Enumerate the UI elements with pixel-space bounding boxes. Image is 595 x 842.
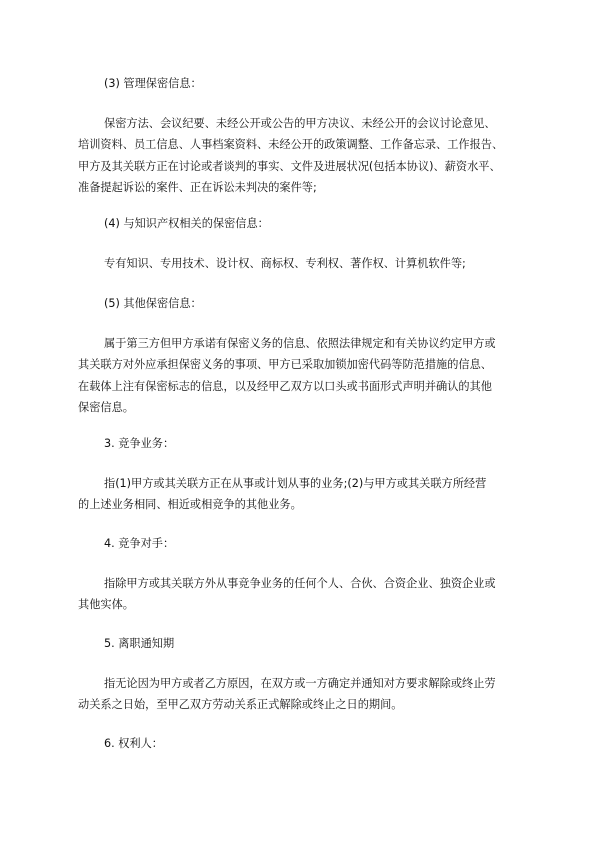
section-4-heading [78, 213, 550, 234]
paragraph-line: 准备提起诉讼的案件、正在诉讼未判决的案件等; [78, 180, 317, 194]
paragraph-line: 指无论因为甲方或者乙方原因，在双方或一方确定并通知对方要求解除或终止劳 [104, 677, 496, 690]
clause-5-heading [78, 633, 550, 654]
paragraph-line: 甲方及其关联方正在讨论或者谈判的事实、文件及进展状况(包括本协议)、薪资水平、 [78, 159, 501, 173]
section-5-paragraph [78, 333, 524, 418]
paragraph-line: 属于第三方但甲方承诺有保密义务的信息、依照法律规定和有关协议约定甲方或 [104, 337, 496, 350]
paragraph-line: 保密信息。 [78, 400, 134, 414]
clause-6-heading [78, 733, 550, 754]
section-5-heading [78, 293, 550, 314]
clause-6-heading-text: 6. 权利人： [104, 737, 163, 750]
section-3-heading-text: (3) 管理保密信息： [104, 77, 202, 90]
clause-5-heading-text: 5. 离职通知期 [104, 637, 175, 650]
clause-3-heading-text: 3. 竞争业务： [104, 437, 175, 450]
clause-3-paragraph [78, 473, 524, 516]
paragraph-line: 培训资料、员工信息、人事档案资料、未经公开的政策调整、工作备忘录、工作报告、 [78, 138, 504, 152]
paragraph-line: 在载体上注有保密标志的信息，以及经甲乙双方以口头或书面形式声明并确认的其他 [78, 379, 492, 393]
clause-4-heading-text: 4. 竞争对手： [104, 537, 175, 550]
clause-4-paragraph [78, 573, 524, 616]
clause-4-heading [78, 533, 550, 554]
paragraph-line: 动关系之日始，至甲乙双方劳动关系正式解除或终止之日的期间。 [78, 698, 403, 712]
clause-5-paragraph [78, 673, 524, 716]
paragraph-line: 其他实体。 [78, 598, 134, 612]
paragraph-line: 的上述业务相同、相近或相竞争的其他业务。 [78, 498, 302, 512]
paragraph-line: 指除甲方或其关联方外从事竞争业务的任何个人、合伙、合资企业、独资企业或 [104, 577, 496, 590]
section-4-heading-text: (4) 与知识产权相关的保密信息： [104, 217, 269, 230]
section-3-heading [78, 73, 550, 94]
paragraph-line: 保密方法、会议纪要、未经公开或公告的甲方决议、未经公开的会议讨论意见、 [104, 117, 496, 130]
section-3-paragraph [78, 113, 524, 198]
paragraph-line: 其关联方对外应承担保密义务的事项、甲方已采取加锁加密代码等防范措施的信息、 [78, 358, 492, 372]
paragraph-line: 专有知识、专用技术、设计权、商标权、专利权、著作权、计算机软件等; [104, 257, 466, 270]
section-5-heading-text: (5) 其他保密信息： [104, 297, 202, 310]
clause-3-heading [78, 433, 550, 454]
paragraph-line: 指(1)甲方或其关联方正在从事或计划从事的业务;(2)与甲方或其关联方所经营 [104, 477, 487, 490]
section-4-paragraph [78, 253, 524, 274]
